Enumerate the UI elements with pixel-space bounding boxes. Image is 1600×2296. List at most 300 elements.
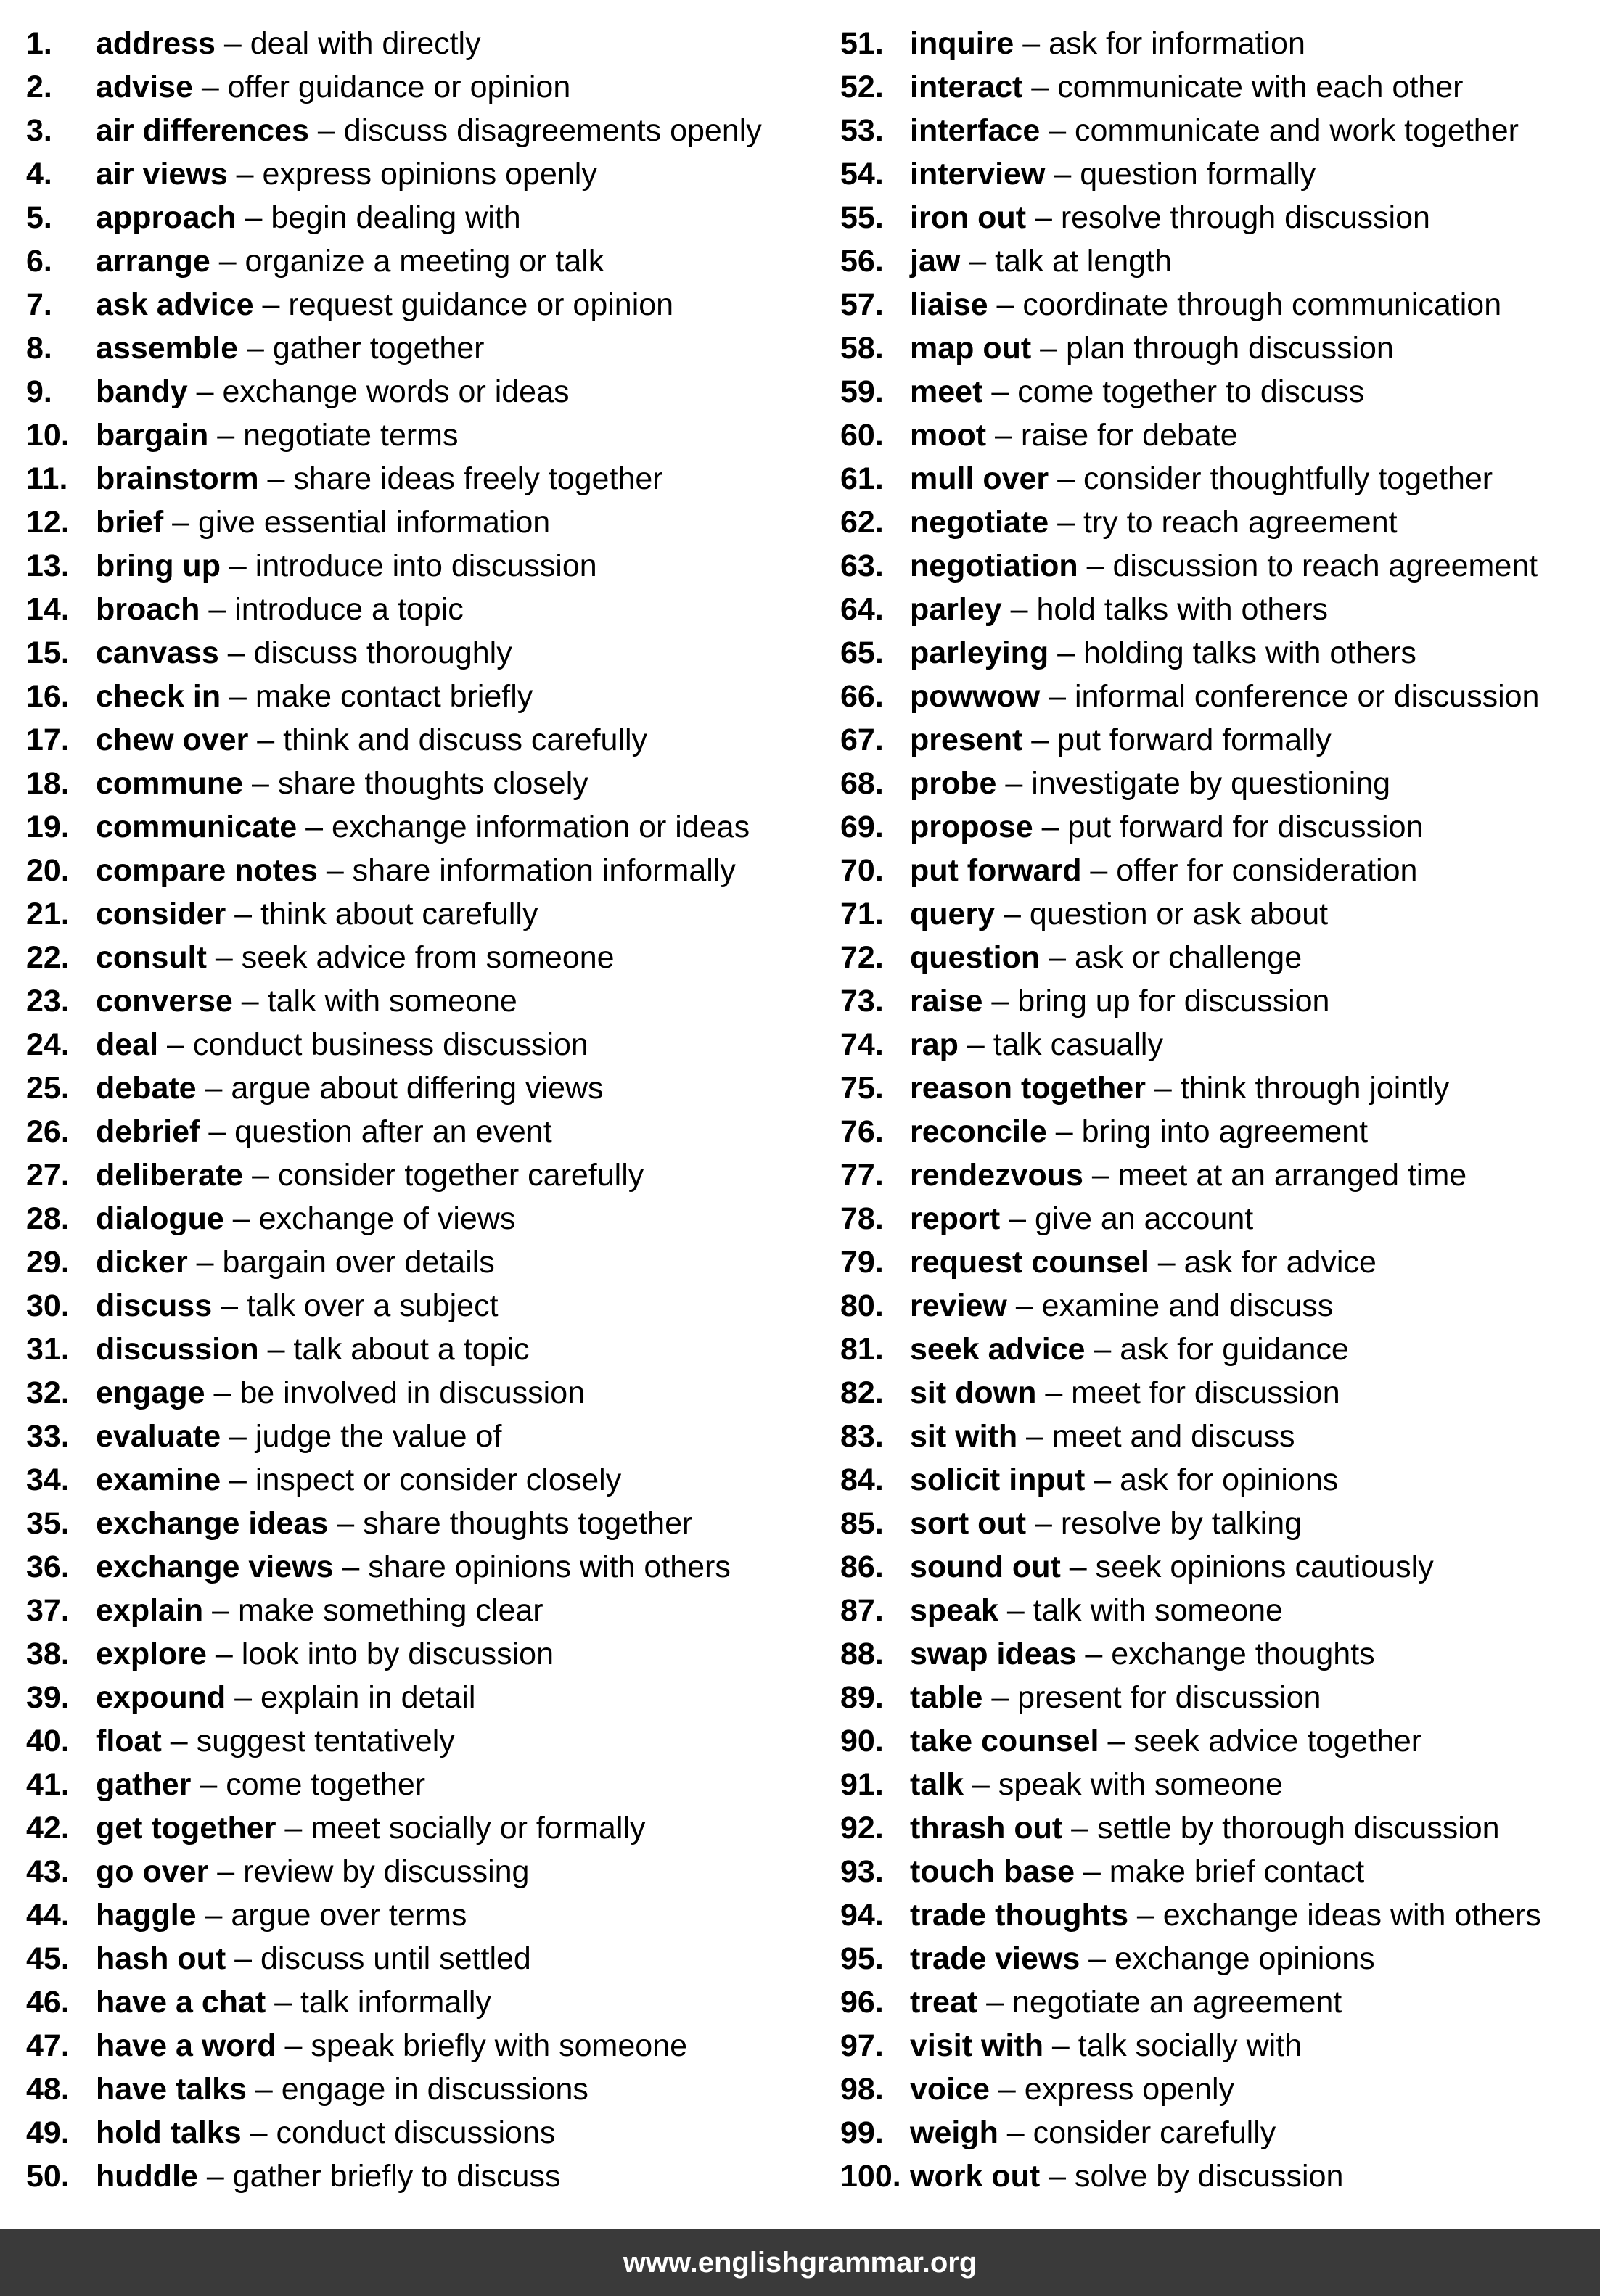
item-word: sit with [910, 1419, 1018, 1454]
item-text [910, 936, 1302, 979]
item-text [96, 718, 647, 762]
list-item [840, 283, 1588, 326]
item-word: bring up [96, 548, 221, 583]
item-word: map out [910, 331, 1032, 366]
item-definition: – argue about differing views [196, 1071, 604, 1106]
item-definition: – introduce a topic [200, 592, 464, 627]
item-text [96, 2024, 687, 2067]
item-word: inquire [910, 26, 1014, 61]
item-number: 36. [26, 1550, 70, 1584]
item-word: meet [910, 374, 983, 409]
list-item [840, 501, 1588, 544]
item-number: 28. [26, 1201, 70, 1236]
list-item [840, 1240, 1588, 1284]
item-definition: – consider carefully [998, 2115, 1276, 2150]
list-item [26, 1066, 810, 1110]
item-definition: – review by discussing [208, 1854, 530, 1889]
item-definition: – judge the value of [221, 1419, 502, 1454]
item-text [910, 1110, 1368, 1153]
item-number: 57. [840, 287, 884, 322]
item-number: 77. [840, 1158, 884, 1193]
item-word: propose [910, 810, 1033, 844]
item-text [910, 631, 1416, 675]
item-definition: – put forward for discussion [1033, 810, 1424, 844]
list-item [26, 283, 810, 326]
list-item [26, 544, 810, 588]
item-text [96, 1893, 467, 1937]
item-definition: – bring into agreement [1046, 1114, 1369, 1149]
item-definition: – meet socially or formally [276, 1811, 646, 1846]
item-text [96, 2067, 588, 2111]
item-text [910, 762, 1390, 805]
list-item [840, 1153, 1588, 1197]
item-word: hash out [96, 1941, 226, 1976]
item-text [910, 1328, 1349, 1371]
item-text [96, 501, 550, 544]
item-word: exchange views [96, 1550, 334, 1584]
list-item [840, 544, 1588, 588]
item-word: debrief [96, 1114, 200, 1149]
item-definition: – think about carefully [226, 897, 538, 931]
item-definition: – settle by thorough discussion [1062, 1811, 1500, 1846]
item-text [910, 588, 1328, 631]
item-number: 31. [26, 1332, 70, 1367]
item-definition: – express opinions openly [227, 157, 597, 192]
item-word: take counsel [910, 1724, 1099, 1758]
item-text [96, 109, 762, 152]
item-word: approach [96, 200, 237, 235]
item-definition: – think and discuss carefully [248, 723, 648, 757]
item-number: 99. [840, 2115, 884, 2150]
item-text [96, 805, 750, 849]
item-text [910, 805, 1423, 849]
item-word: explore [96, 1637, 207, 1671]
item-text [910, 65, 1463, 109]
list-item [26, 1589, 810, 1632]
item-text [910, 1937, 1375, 1980]
item-definition: – speak with someone [964, 1767, 1283, 1802]
item-definition: – exchange ideas with others [1128, 1898, 1541, 1933]
item-text [910, 892, 1328, 936]
item-definition: – come together [191, 1767, 426, 1802]
list-item [26, 1763, 810, 1806]
item-definition: – talk over a subject [212, 1288, 499, 1323]
item-word: query [910, 897, 996, 931]
item-number: 83. [840, 1419, 884, 1454]
item-definition: – talk with someone [998, 1593, 1283, 1628]
item-number: 56. [840, 244, 884, 279]
item-definition: – communicate with each other [1022, 70, 1464, 104]
item-definition: – investigate by questioning [996, 766, 1391, 801]
item-definition: – ask for guidance [1085, 1332, 1349, 1367]
list-item [26, 588, 810, 631]
item-definition: – exchange words or ideas [187, 374, 570, 409]
item-word: chew over [96, 723, 249, 757]
item-definition: – conduct business discussion [158, 1027, 588, 1062]
item-number: 15. [26, 635, 70, 670]
item-text [96, 1502, 692, 1545]
item-definition: – express openly [989, 2072, 1234, 2107]
item-word: deliberate [96, 1158, 244, 1193]
list-item [840, 1806, 1588, 1850]
list-item [840, 239, 1588, 283]
item-number: 95. [840, 1941, 884, 1976]
word-list-column-right [840, 22, 1588, 2198]
list-item [840, 1284, 1588, 1328]
list-item [840, 1066, 1588, 1110]
item-text [910, 1806, 1500, 1850]
list-item [840, 1676, 1588, 1719]
list-item [26, 326, 810, 370]
item-number: 85. [840, 1506, 884, 1541]
item-word: raise [910, 984, 983, 1019]
item-number: 81. [840, 1332, 884, 1367]
item-word: have talks [96, 2072, 247, 2107]
item-definition: – talk at length [960, 244, 1172, 279]
item-definition: – question formally [1045, 157, 1316, 192]
list-item [26, 2024, 810, 2067]
item-number: 2. [26, 70, 52, 104]
item-definition: – question or ask about [995, 897, 1329, 931]
item-number: 16. [26, 679, 70, 714]
list-item [26, 2111, 810, 2155]
item-number: 20. [26, 853, 70, 888]
item-word: engage [96, 1375, 205, 1410]
list-item [840, 2111, 1588, 2155]
footer-url[interactable]: www.englishgrammar.org [623, 2247, 977, 2279]
item-word: dialogue [96, 1201, 224, 1236]
item-word: bargain [96, 418, 209, 453]
item-number: 30. [26, 1288, 70, 1323]
item-number: 21. [26, 897, 70, 931]
item-text [96, 544, 597, 588]
item-word: dicker [96, 1245, 188, 1280]
item-word: interview [910, 157, 1046, 192]
list-item [840, 936, 1588, 979]
list-item [26, 152, 810, 196]
item-text [910, 675, 1539, 718]
item-word: question [910, 940, 1041, 975]
list-item [840, 1458, 1588, 1502]
list-item [26, 1328, 810, 1371]
item-number: 66. [840, 679, 884, 714]
item-definition: – meet and discuss [1017, 1419, 1295, 1454]
item-text [910, 22, 1305, 65]
item-definition: – meet at an arranged time [1083, 1158, 1467, 1193]
item-text [96, 65, 570, 109]
list-item [840, 22, 1588, 65]
item-definition: – coordinate through communication [988, 287, 1502, 322]
item-definition: – talk with someone [232, 984, 517, 1019]
item-word: gather [96, 1767, 192, 1802]
item-word: assemble [96, 331, 239, 366]
item-word: visit with [910, 2028, 1043, 2063]
item-word: iron out [910, 200, 1027, 235]
item-definition: – try to reach agreement [1049, 505, 1398, 540]
item-number: 68. [840, 766, 884, 801]
item-definition: – exchange thoughts [1076, 1637, 1375, 1671]
item-text [910, 196, 1430, 239]
list-item [840, 413, 1588, 457]
item-number: 89. [840, 1680, 884, 1715]
item-word: negotiate [910, 505, 1049, 540]
list-item [840, 196, 1588, 239]
item-definition: – examine and discuss [1006, 1288, 1334, 1323]
list-item [26, 1632, 810, 1676]
item-word: examine [96, 1462, 221, 1497]
item-definition: – ask for information [1014, 26, 1305, 61]
item-definition: – give essential information [163, 505, 551, 540]
item-number: 62. [840, 505, 884, 540]
list-item [26, 65, 810, 109]
item-definition: – make brief contact [1075, 1854, 1365, 1889]
item-word: reason together [910, 1071, 1146, 1106]
item-word: go over [96, 1854, 209, 1889]
item-number: 93. [840, 1854, 884, 1889]
list-item [840, 805, 1588, 849]
list-item [26, 2067, 810, 2111]
list-item [840, 1850, 1588, 1893]
item-number: 59. [840, 374, 884, 409]
list-item [840, 631, 1588, 675]
item-definition: – exchange opinions [1080, 1941, 1375, 1976]
list-item [26, 1153, 810, 1197]
list-item [26, 1937, 810, 1980]
list-item [840, 1328, 1588, 1371]
list-item [26, 849, 810, 892]
item-definition: – come together to discuss [982, 374, 1365, 409]
item-word: communicate [96, 810, 298, 844]
item-text [96, 1023, 588, 1066]
item-word: rendezvous [910, 1158, 1083, 1193]
item-text [910, 718, 1332, 762]
item-word: work out [910, 2159, 1041, 2194]
item-number: 94. [840, 1898, 884, 1933]
item-text [910, 109, 1519, 152]
item-definition: – seek opinions cautiously [1060, 1550, 1434, 1584]
item-number: 39. [26, 1680, 70, 1715]
item-number: 98. [840, 2072, 884, 2107]
item-definition: – introduce into discussion [220, 548, 597, 583]
item-text [910, 979, 1329, 1023]
item-definition: – ask for advice [1149, 1245, 1377, 1280]
word-list-column-left [26, 22, 810, 2198]
item-text [96, 1371, 585, 1415]
item-text [96, 1632, 554, 1676]
item-text [910, 2155, 1343, 2198]
item-number: 11. [26, 461, 68, 496]
item-number: 51. [840, 26, 884, 61]
item-number: 97. [840, 2028, 884, 2063]
item-text [96, 1850, 529, 1893]
item-number: 22. [26, 940, 70, 975]
item-number: 45. [26, 1941, 70, 1976]
item-word: sort out [910, 1506, 1027, 1541]
list-item [840, 1197, 1588, 1240]
item-text [910, 1589, 1283, 1632]
item-definition: – begin dealing with [236, 200, 521, 235]
item-definition: – look into by discussion [206, 1637, 554, 1671]
item-text [910, 1240, 1377, 1284]
item-text [96, 1676, 475, 1719]
item-number: 24. [26, 1027, 70, 1062]
item-word: trade views [910, 1941, 1080, 1976]
item-word: expound [96, 1680, 226, 1715]
item-number: 61. [840, 461, 884, 496]
item-word: advise [96, 70, 193, 104]
list-item [840, 109, 1588, 152]
item-word: parley [910, 592, 1002, 627]
item-definition: – informal conference or discussion [1040, 679, 1540, 714]
item-definition: – be involved in discussion [205, 1375, 586, 1410]
item-text [96, 1545, 731, 1589]
item-definition: – conduct discussions [241, 2115, 556, 2150]
item-definition: – exchange of views [223, 1201, 516, 1236]
item-text [96, 1719, 455, 1763]
list-item [840, 457, 1588, 501]
item-word: explain [96, 1593, 204, 1628]
item-definition: – explain in detail [226, 1680, 476, 1715]
item-number: 75. [840, 1071, 884, 1106]
item-number: 3. [26, 113, 52, 148]
item-number: 33. [26, 1419, 70, 1454]
item-text [96, 1110, 552, 1153]
list-item [26, 109, 810, 152]
item-definition: – plan through discussion [1031, 331, 1394, 366]
item-definition: – holding talks with others [1049, 635, 1416, 670]
item-definition: – resolve through discussion [1026, 200, 1430, 235]
list-item [26, 1284, 810, 1328]
list-item [26, 22, 810, 65]
item-number: 49. [26, 2115, 70, 2150]
list-item [840, 2155, 1588, 2198]
list-item [840, 1719, 1588, 1763]
item-number: 90. [840, 1724, 884, 1758]
item-word: exchange ideas [96, 1506, 329, 1541]
item-number: 79. [840, 1245, 884, 1280]
list-item [26, 1240, 810, 1284]
list-item [26, 718, 810, 762]
item-text [96, 370, 570, 413]
item-number: 65. [840, 635, 884, 670]
item-number: 70. [840, 853, 884, 888]
item-word: review [910, 1288, 1007, 1323]
item-word: evaluate [96, 1419, 221, 1454]
item-word: touch base [910, 1854, 1075, 1889]
item-word: deal [96, 1027, 159, 1062]
item-number: 27. [26, 1158, 70, 1193]
item-text [96, 1066, 604, 1110]
list-item [840, 762, 1588, 805]
item-number: 74. [840, 1027, 884, 1062]
item-text [96, 1589, 543, 1632]
item-number: 17. [26, 723, 70, 757]
item-text [96, 1197, 515, 1240]
list-item [26, 1676, 810, 1719]
item-text [910, 1850, 1364, 1893]
item-text [96, 196, 521, 239]
list-item [840, 2024, 1588, 2067]
item-definition: – consider thoughtfully together [1049, 461, 1493, 496]
item-word: solicit input [910, 1462, 1086, 1497]
list-item [26, 1458, 810, 1502]
item-text [910, 239, 1172, 283]
item-text [910, 457, 1493, 501]
item-definition: – share information informally [317, 853, 736, 888]
list-item [26, 1719, 810, 1763]
item-text [96, 1240, 495, 1284]
list-item [26, 979, 810, 1023]
list-item [26, 675, 810, 718]
list-item [840, 979, 1588, 1023]
item-definition: – share opinions with others [333, 1550, 731, 1584]
item-definition: – talk about a topic [258, 1332, 530, 1367]
list-item [840, 370, 1588, 413]
list-item [840, 1110, 1588, 1153]
item-number: 12. [26, 505, 70, 540]
item-word: rap [910, 1027, 959, 1062]
item-definition: – share thoughts closely [243, 766, 588, 801]
item-number: 69. [840, 810, 884, 844]
item-text [96, 631, 512, 675]
item-text [910, 1458, 1338, 1502]
item-number: 38. [26, 1637, 70, 1671]
item-number: 86. [840, 1550, 884, 1584]
item-number: 8. [26, 331, 52, 366]
item-word: request counsel [910, 1245, 1149, 1280]
item-text [96, 1153, 644, 1197]
item-number: 91. [840, 1767, 884, 1802]
item-definition: – argue over terms [196, 1898, 467, 1933]
item-definition: – engage in discussions [246, 2072, 588, 2107]
item-text [910, 1415, 1295, 1458]
item-text [96, 2111, 555, 2155]
item-definition: – speak briefly with someone [276, 2028, 687, 2063]
item-word: debate [96, 1071, 197, 1106]
item-text [96, 152, 597, 196]
item-word: commune [96, 766, 244, 801]
item-text [910, 326, 1394, 370]
item-word: sound out [910, 1550, 1061, 1584]
item-word: swap ideas [910, 1637, 1077, 1671]
item-word: reconcile [910, 1114, 1047, 1149]
list-item [840, 1937, 1588, 1980]
list-item [840, 1763, 1588, 1806]
item-definition: – inspect or consider closely [221, 1462, 622, 1497]
item-number: 37. [26, 1593, 70, 1628]
list-item [840, 1893, 1588, 1937]
item-definition: – discuss disagreements openly [308, 113, 762, 148]
item-word: parleying [910, 635, 1049, 670]
item-definition: – ask for opinions [1085, 1462, 1339, 1497]
list-item [26, 239, 810, 283]
list-item [26, 936, 810, 979]
item-text [910, 1066, 1449, 1110]
item-word: float [96, 1724, 162, 1758]
item-word: discussion [96, 1332, 259, 1367]
item-definition: – bring up for discussion [982, 984, 1330, 1019]
item-number: 63. [840, 548, 884, 583]
item-number: 47. [26, 2028, 70, 2063]
item-text [96, 22, 481, 65]
item-word: brainstorm [96, 461, 259, 496]
item-definition: – gather together [238, 331, 485, 366]
item-number: 64. [840, 592, 884, 627]
item-number: 67. [840, 723, 884, 757]
item-number: 52. [840, 70, 884, 104]
list-item [26, 1980, 810, 2024]
footer-bar [0, 2229, 1600, 2296]
